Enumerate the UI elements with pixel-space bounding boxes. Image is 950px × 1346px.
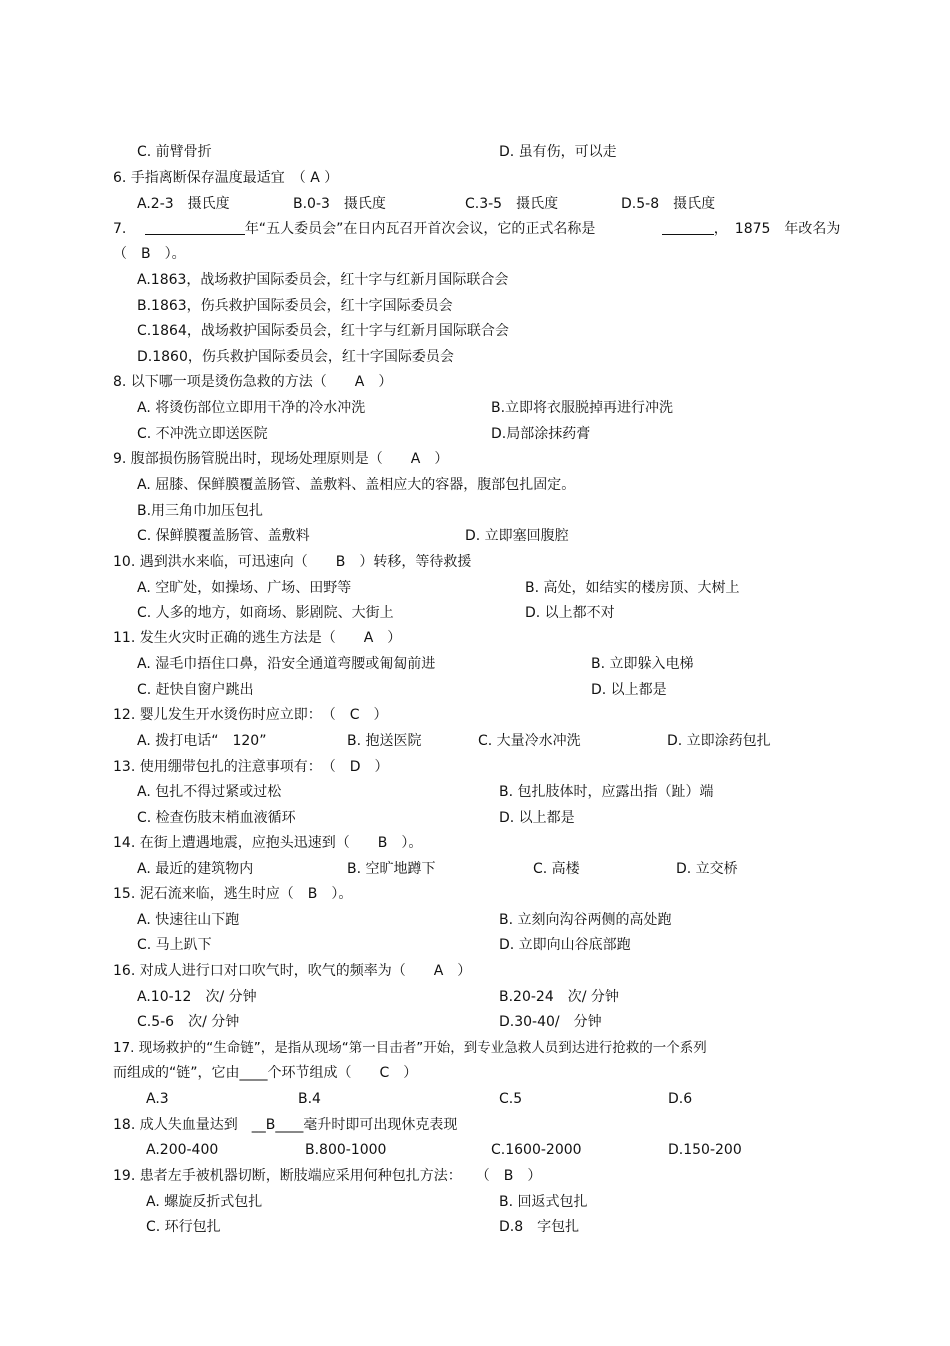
q7-blank-name — [662, 220, 714, 235]
q12-option-c: C. 大量冷水冲洗 — [478, 733, 581, 749]
q10-option-d: D. 以上都不对 — [525, 605, 615, 621]
q7-option-c: C.1864，战场救护国际委员会，红十字与红新月国际联合会 — [137, 323, 509, 339]
q11-stem: 11. 发生火灾时正确的逃生方法是（ A ） — [113, 630, 402, 646]
q10-option-a: A. 空旷处，如操场、广场、田野等 — [137, 580, 352, 596]
q7-stem-text: 年“五人委员会”在日内瓦召开首次会议，它的正式名称是 — [244, 221, 596, 237]
q18-option-a: A.200-400 — [146, 1142, 219, 1158]
q7-option-b: B.1863，伤兵救护国际委员会，红十字国际委员会 — [137, 298, 453, 314]
q12-stem: 12. 婴儿发生开水烫伤时应立即： （ C ） — [113, 707, 388, 723]
q9-option-b: B.用三角巾加压包扎 — [137, 503, 264, 519]
q13-option-d: D. 以上都是 — [499, 810, 575, 826]
q11-option-d: D. 以上都是 — [591, 682, 667, 698]
q7-number: 7. — [113, 221, 127, 237]
q16-option-b: B.20-24 次/ 分钟 — [499, 989, 619, 1005]
q12-option-d: D. 立即涂药包扎 — [667, 733, 771, 749]
q10-option-c: C. 人多的地方，如商场、影剧院、大街上 — [137, 605, 394, 621]
q5-option-d: D. 虽有伤，可以走 — [499, 144, 617, 160]
q19-option-b: B. 回返式包扎 — [499, 1194, 588, 1210]
q17-stem-line2: 而组成的“链”，它由____个环节组成（ C ） — [113, 1065, 418, 1081]
q16-stem: 16. 对成人进行口对口吹气时，吹气的频率为（ A ） — [113, 963, 472, 979]
q7-answer-paren: （ B ）。 — [113, 246, 186, 262]
q17-option-d: D.6 — [668, 1091, 693, 1107]
q18-option-d: D.150-200 — [668, 1142, 742, 1158]
q9-option-c: C. 保鲜膜覆盖肠管、盖敷料 — [137, 528, 310, 544]
q8-option-b: B.立即将衣服脱掉再进行冲洗 — [491, 400, 674, 416]
q7-option-d: D.1860，伤兵救护国际委员会，红十字国际委员会 — [137, 349, 454, 365]
q14-option-c: C. 高楼 — [533, 861, 580, 877]
q8-option-a: A. 将烫伤部位立即用干净的冷水冲洗 — [137, 400, 366, 416]
q12-option-a: A. 拨打电话“ 120” — [137, 733, 267, 749]
q15-stem: 15. 泥石流来临，逃生时应（ B ）。 — [113, 886, 353, 902]
q15-option-d: D. 立即向山谷底部跑 — [499, 937, 631, 953]
q7-option-a: A.1863，战场救护国际委员会，红十字与红新月国际联合会 — [137, 272, 509, 288]
q19-stem: 19. 患者左手被机器切断，断肢端应采用何种包扎方法： （ B ） — [113, 1168, 542, 1184]
q10-stem: 10. 遇到洪水来临，可迅速向（ B ）转移，等待救援 — [113, 554, 472, 570]
q16-option-d: D.30-40/ 分钟 — [499, 1014, 602, 1030]
q19-option-d: D.8 字包扎 — [499, 1219, 580, 1235]
q7-stem — [113, 220, 840, 238]
q18-stem: 18. 成人失血量达到 __B____毫升时即可出现休克表现 — [113, 1117, 458, 1133]
q17-option-c: C.5 — [499, 1091, 523, 1107]
q6-option-c: C.3-5 摄氏度 — [465, 196, 559, 212]
q14-option-d: D. 立交桥 — [676, 861, 738, 877]
q13-option-c: C. 检查伤肢末梢血液循环 — [137, 810, 296, 826]
q18-option-b: B.800-1000 — [305, 1142, 387, 1158]
q16-option-a: A.10-12 次/ 分钟 — [137, 989, 257, 1005]
q9-option-d: D. 立即塞回腹腔 — [465, 528, 569, 544]
q12-option-b: B. 抱送医院 — [347, 733, 422, 749]
q11-option-a: A. 湿毛巾捂住口鼻，沿安全通道弯腰或匍匐前进 — [137, 656, 436, 672]
q10-option-b: B. 高处，如结实的楼房顶、大树上 — [525, 580, 740, 596]
q8-stem: 8. 以下哪一项是烫伤急救的方法（ A ） — [113, 374, 393, 390]
q11-option-b: B. 立即躲入电梯 — [591, 656, 694, 672]
q13-option-b: B. 包扎肢体时，应露出指（趾）端 — [499, 784, 714, 800]
q19-option-c: C. 环行包扎 — [146, 1219, 221, 1235]
q13-stem: 13. 使用绷带包扎的注意事项有： （ D ） — [113, 759, 389, 775]
q6-option-a: A.2-3 摄氏度 — [137, 196, 230, 212]
q14-stem: 14. 在街上遭遇地震，应抱头迅速到（ B ）。 — [113, 835, 423, 851]
q6-option-d: D.5-8 摄氏度 — [621, 196, 716, 212]
q7-blank-year — [145, 220, 245, 235]
q7-stem-end: ， 1875 年改名为 — [713, 221, 841, 237]
q14-option-b: B. 空旷地蹲下 — [347, 861, 436, 877]
q13-option-a: A. 包扎不得过紧或过松 — [137, 784, 282, 800]
q18-option-c: C.1600-2000 — [491, 1142, 582, 1158]
q6-option-b: B.0-3 摄氏度 — [293, 196, 386, 212]
q19-option-a: A. 螺旋反折式包扎 — [146, 1194, 263, 1210]
q15-option-b: B. 立刻向沟谷两侧的高处跑 — [499, 912, 672, 928]
q11-option-c: C. 赶快自窗户跳出 — [137, 682, 254, 698]
q6-stem: 6. 手指离断保存温度最适宜 （ A ） — [113, 170, 339, 186]
q17-option-a: A.3 — [146, 1091, 169, 1107]
q5-option-c: C. 前臂骨折 — [137, 144, 212, 160]
q8-option-c: C. 不冲洗立即送医院 — [137, 426, 268, 442]
q9-stem: 9. 腹部损伤肠管脱出时，现场处理原则是（ A ） — [113, 451, 449, 467]
q15-option-a: A. 快速往山下跑 — [137, 912, 240, 928]
q16-option-c: C.5-6 次/ 分钟 — [137, 1014, 240, 1030]
q8-option-d: D.局部涂抹药膏 — [491, 426, 591, 442]
q17-stem-line1: 17. 现场救护的“生命链”，是指从现场“第一目击者”开始，到专业急救人员到达进行抢救的一个系列 — [113, 1040, 707, 1056]
q15-option-c: C. 马上趴下 — [137, 937, 212, 953]
q9-option-a: A. 屈膝、保鲜膜覆盖肠管、盖敷料、盖相应大的容器，腹部包扎固定。 — [137, 477, 576, 493]
q14-option-a: A. 最近的建筑物内 — [137, 861, 254, 877]
q17-option-b: B.4 — [298, 1091, 321, 1107]
